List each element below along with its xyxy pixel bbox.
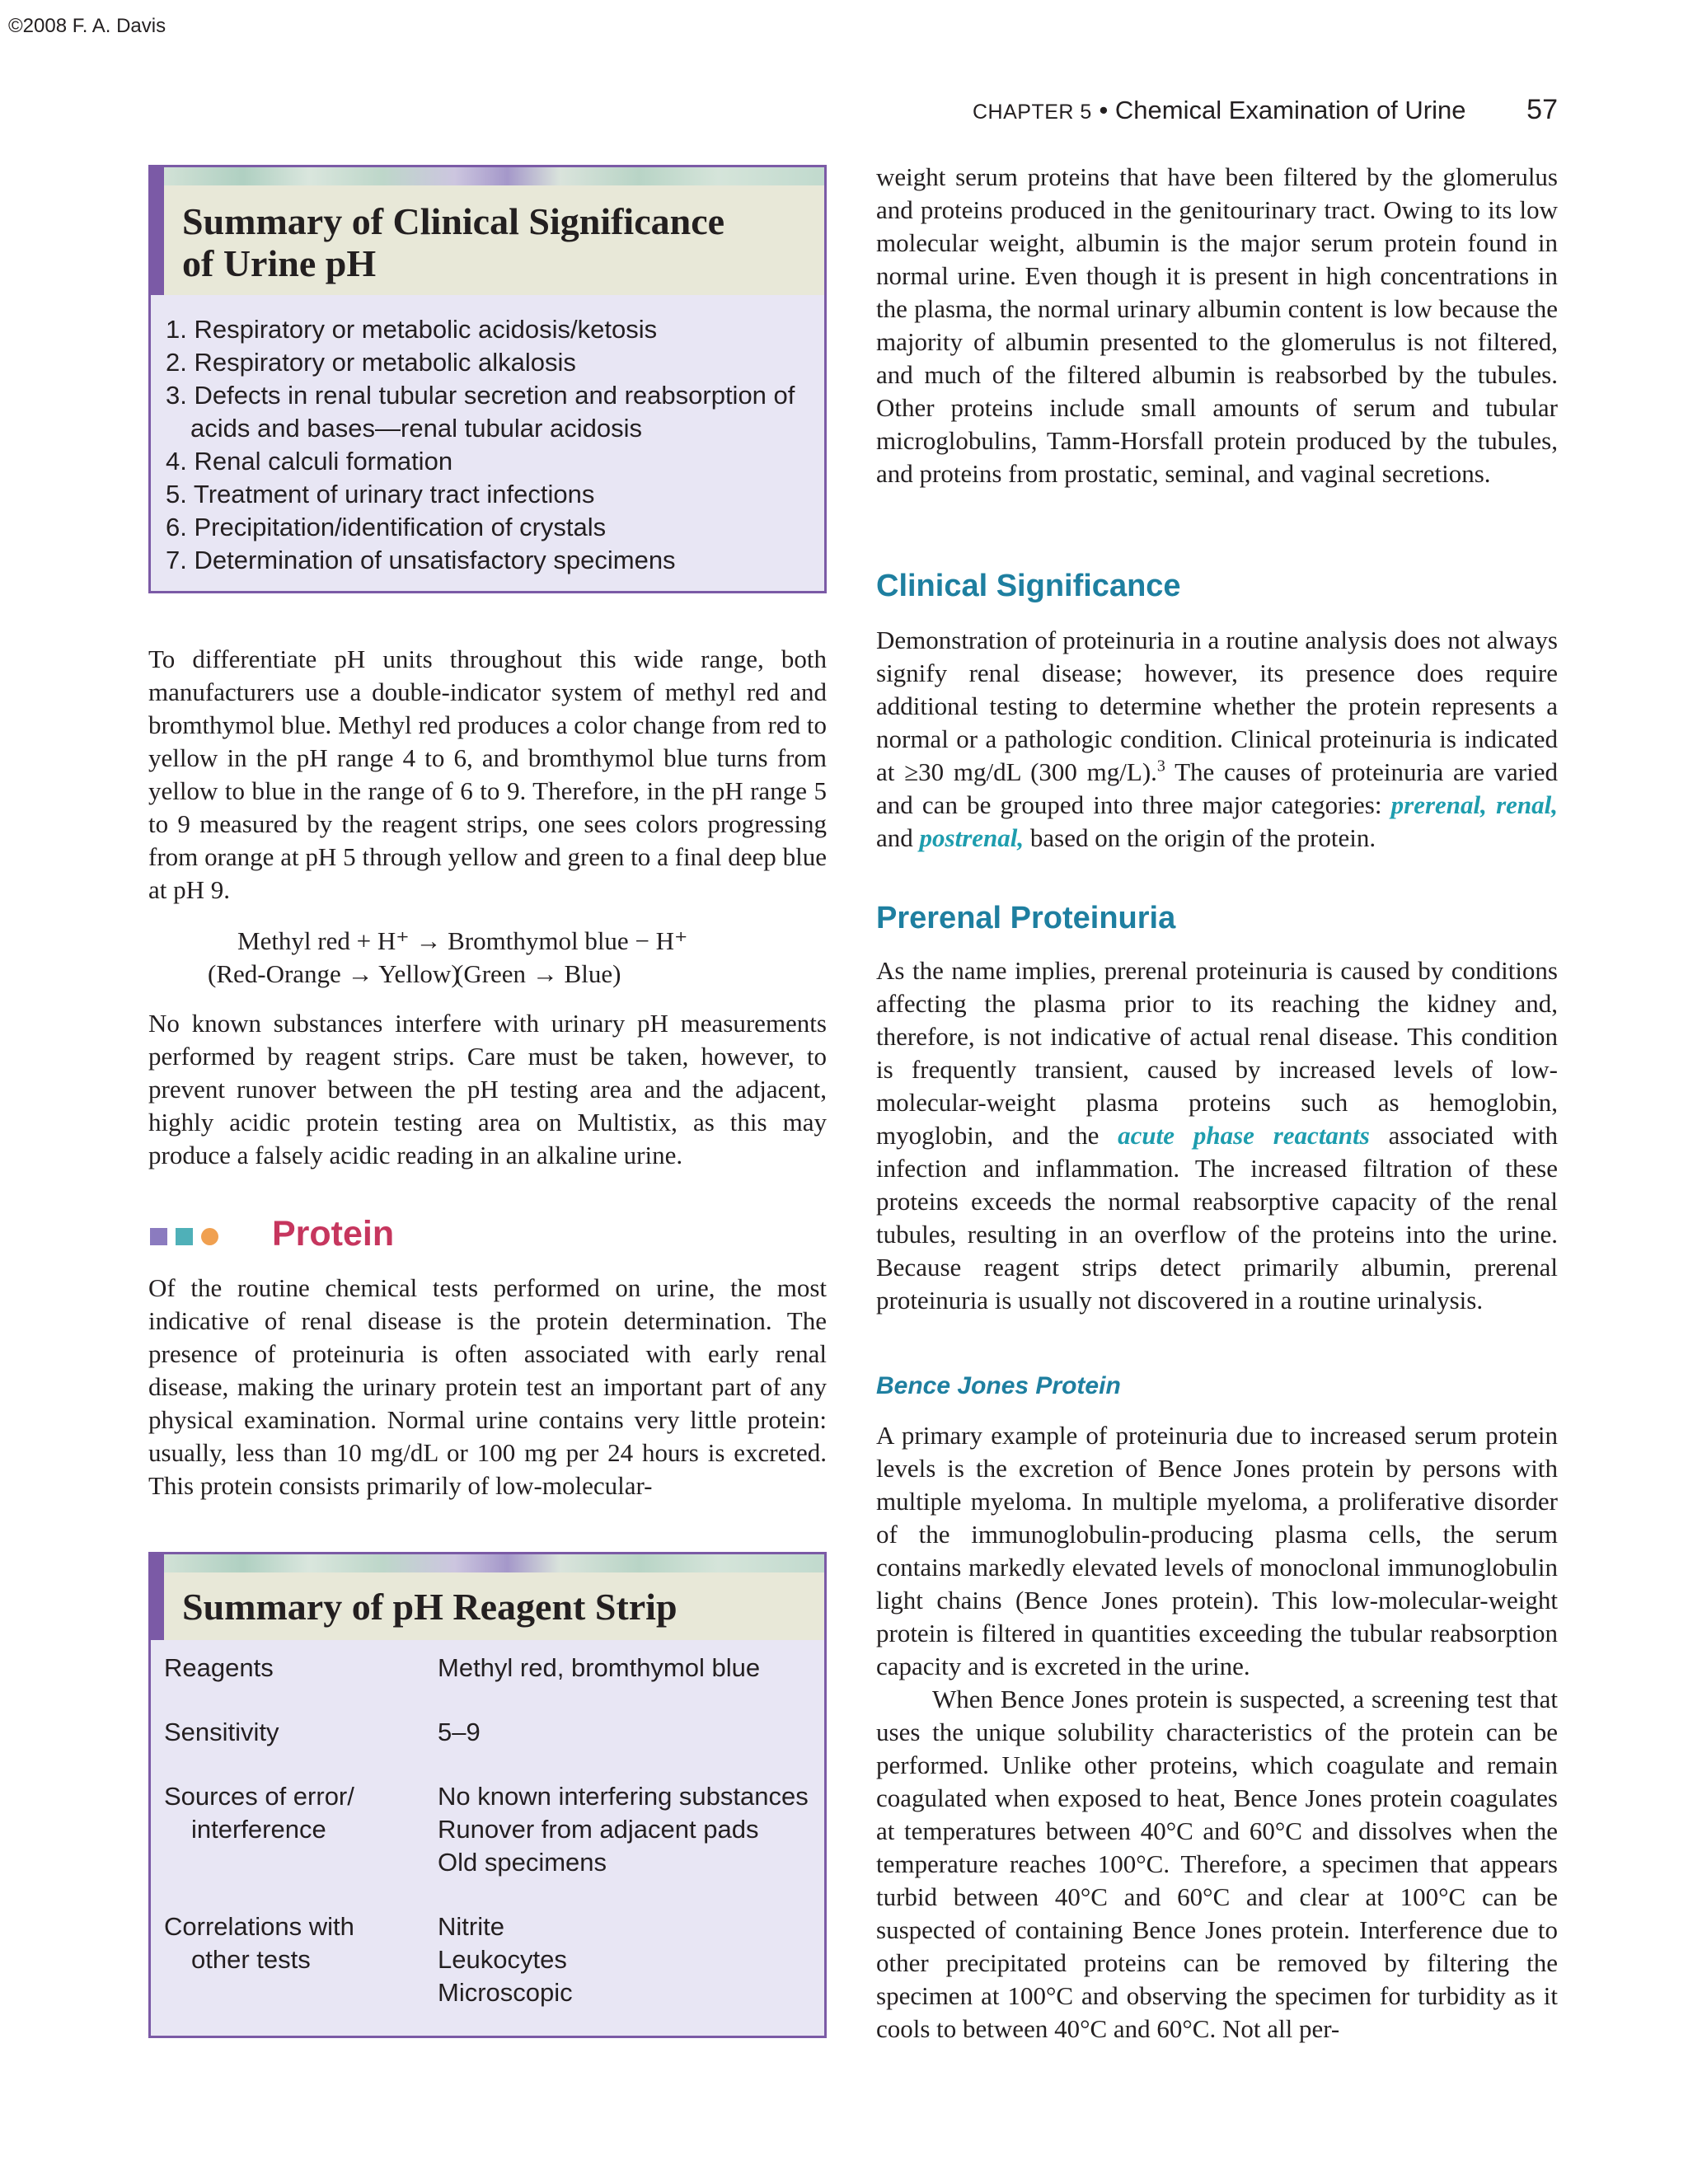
summary-clinical-significance-box [148,165,827,593]
right-paragraph-1: weight serum proteins that have been filtered by the glomerulus and proteins produced in the genitourinary tract. Owing to its low molecular weight, albumin is the major serum protein found in normal urine. Even though it is present in high concentrations in the plasma, the normal urinary albumin content is low because the majority of albumin presented to the glomerulus is not filtered, and much of the filtered albumin is reabsorbed by the tubules. Other proteins include small amounts of serum and tubular microglobulins, Tamm-Horsfall protein produced by the tubules, and proteins from prostatic, seminal, and vaginal secretions. [876,162,1558,488]
chapter-title: Chemical Examination of Urine [1114,96,1466,124]
box-header [151,167,824,295]
significance-list [151,295,824,577]
bullet-separator: • [1099,96,1109,124]
table-row: Sensitivity 5–9 [164,1718,481,1746]
left-paragraph-2: No known substances interfere with urinary pH measurements performed by reagent strips. Care must be taken, however, to prevent runover between the pH testing area and the adjacent, highly acidic protein testing area on Multistix, as this may produce a falsely acidic reading in an alkaline urine. [148,1009,827,1169]
table-row: Sources of error/ interference No known interfering substances Runover from adjacent pads Old specimens [164,1782,809,1877]
equation-line-2: (Red-Orange → Yellow) (Green → Blue) [208,959,621,988]
protein-heading: Protein [272,1214,395,1254]
list-item: 5. Treatment of urinary tract infections [166,480,595,509]
reagent-summary-table [164,1640,809,2009]
list-item: 1. Respiratory or metabolic acidosis/ketosis [166,315,658,344]
purple-square-icon [150,1228,167,1245]
right-paragraph-5: When Bence Jones protein is suspected, a screening test that uses the unique solubility characteristics of the protein can be performed. Unlike other proteins, which coagulate and remain coagulated when exposed to heat, Bence Jones protein coagulates at temperatures between 40°C and 60°C and dissolves when the temperature reaches 100°C. Therefore, a specimen that appears turbid between 40°C and 60°C and clear at 100°C can be suspected of containing Bence Jones protein. Interference due to other precipitated proteins can be removed by filtering the specimen at 100°C and observing the specimen for turbidity as it cools to between 40°C and 60°C. Not all per- [876,1685,1558,2043]
copyright-notice: ©2008 F. A. Davis [8,15,166,37]
list-item: 7. Determination of unsatisfactory specimens [166,546,676,574]
glossary-link-prerenal-renal[interactable]: prerenal, renal, [1390,790,1558,819]
box-title: Summary of Clinical Significance of Urine pH [182,200,725,284]
decorative-band [164,1554,824,1572]
right-paragraph-2: Demonstration of proteinuria in a routine analysis does not always signify renal disease; however, its presence does require additional testing to determine whether the protein represents a normal or a pathologic condition. Clinical proteinuria is indicated at ≥30 mg/dL (300 mg/L).$^3$ The causes of proteinuria are varied and can be grouped into three major categories: prerenal, renal, and postrenal, based on the origin of the protein. [876,626,1558,852]
glossary-link-postrenal[interactable]: postrenal, [919,823,1025,852]
teal-square-icon [176,1228,193,1245]
list-item: 2. Respiratory or metabolic alkalosis [166,348,576,377]
list-item: 4. Renal calculi formation [166,447,453,476]
orange-circle-icon [201,1228,218,1245]
bence-jones-heading: Bence Jones Protein [876,1372,1121,1399]
left-paragraph-3: Of the routine chemical tests performed on urine, the most indicative of renal disease is the protein determination. The presence of proteinuria is often associated with early renal disease, making the urinary protein test an important part of any physical examination. Normal urine contains very little protein: usually, less than 10 mg/dL or 100 mg per 24 hours is excreted. This protein consists primarily of low-molecular- [148,1273,827,1500]
prerenal-proteinuria-heading: Prerenal Proteinuria [876,901,1176,935]
page-number: 57 [1526,94,1558,125]
box-header [151,1554,824,1640]
table-row: Correlations with other tests Nitrite Leukocytes Microscopic [164,1912,573,2007]
glossary-link-acute-phase-reactants[interactable]: acute phase reactants [1118,1121,1370,1150]
left-paragraph-1: To differentiate pH units throughout this wide range, both manufacturers use a double-indicator system of methyl red and bromthymol blue. Methyl red produces a color change from red to yellow in the pH range 4 to 6, and bromthymol blue turns from yellow to blue in the range of 6 to 9. Therefore, in the pH range 5 to 9 measured by the reagent strips, one sees colors progressing from orange at pH 5 through yellow and green to a final deep blue at pH 9. [148,644,827,904]
right-paragraph-3: As the name implies, prerenal proteinuria is caused by conditions affecting the plasma prior to its reaching the kidney and, therefore, is not indicative of actual renal disease. This condition is frequently transient, caused by increased levels of low-molecular-weight plasma proteins such as hemoglobin, myoglobin, and the acute phase reactants associated with infection and inflammation. The increased filtration of these proteins exceeds the normal reabsorptive capacity of the renal tubules, resulting in an overflow of the proteins into the urine. Because reagent strips detect primarily albumin, prerenal proteinuria is usually not discovered in a routine urinalysis. [876,956,1558,1315]
box-title: Summary of pH Reagent Strip [182,1586,678,1628]
decorative-band [164,167,824,185]
right-paragraph-4: A primary example of proteinuria due to increased serum protein levels is the excretion of Bence Jones protein by persons with multiple myeloma. In multiple myeloma, a proliferative disorder of the immunoglobulin-producing plasma cells, the serum contains markedly elevated levels of monoclonal immunoglobulin light chains (Bence Jones protein). This low-molecular-weight protein is filtered in quantities exceeding the tubular reabsorption capacity and is excreted in the urine. [876,1421,1558,1680]
clinical-significance-heading: Clinical Significance [876,569,1181,603]
list-item: 6. Precipitation/identification of crystals [166,513,607,541]
list-item: 3. Defects in renal tubular secretion and reabsorption of acids and bases—renal tubular acidosis [166,381,795,443]
chapter-label: CHAPTER 5 [973,101,1092,124]
running-head [973,96,1558,129]
table-row: Reagents Methyl red, bromthymol blue [164,1653,761,1682]
summary-reagent-strip-box [148,1552,827,2038]
equation-line-1: Methyl red + H⁺ → Bromthymol blue − H⁺ [237,926,688,955]
